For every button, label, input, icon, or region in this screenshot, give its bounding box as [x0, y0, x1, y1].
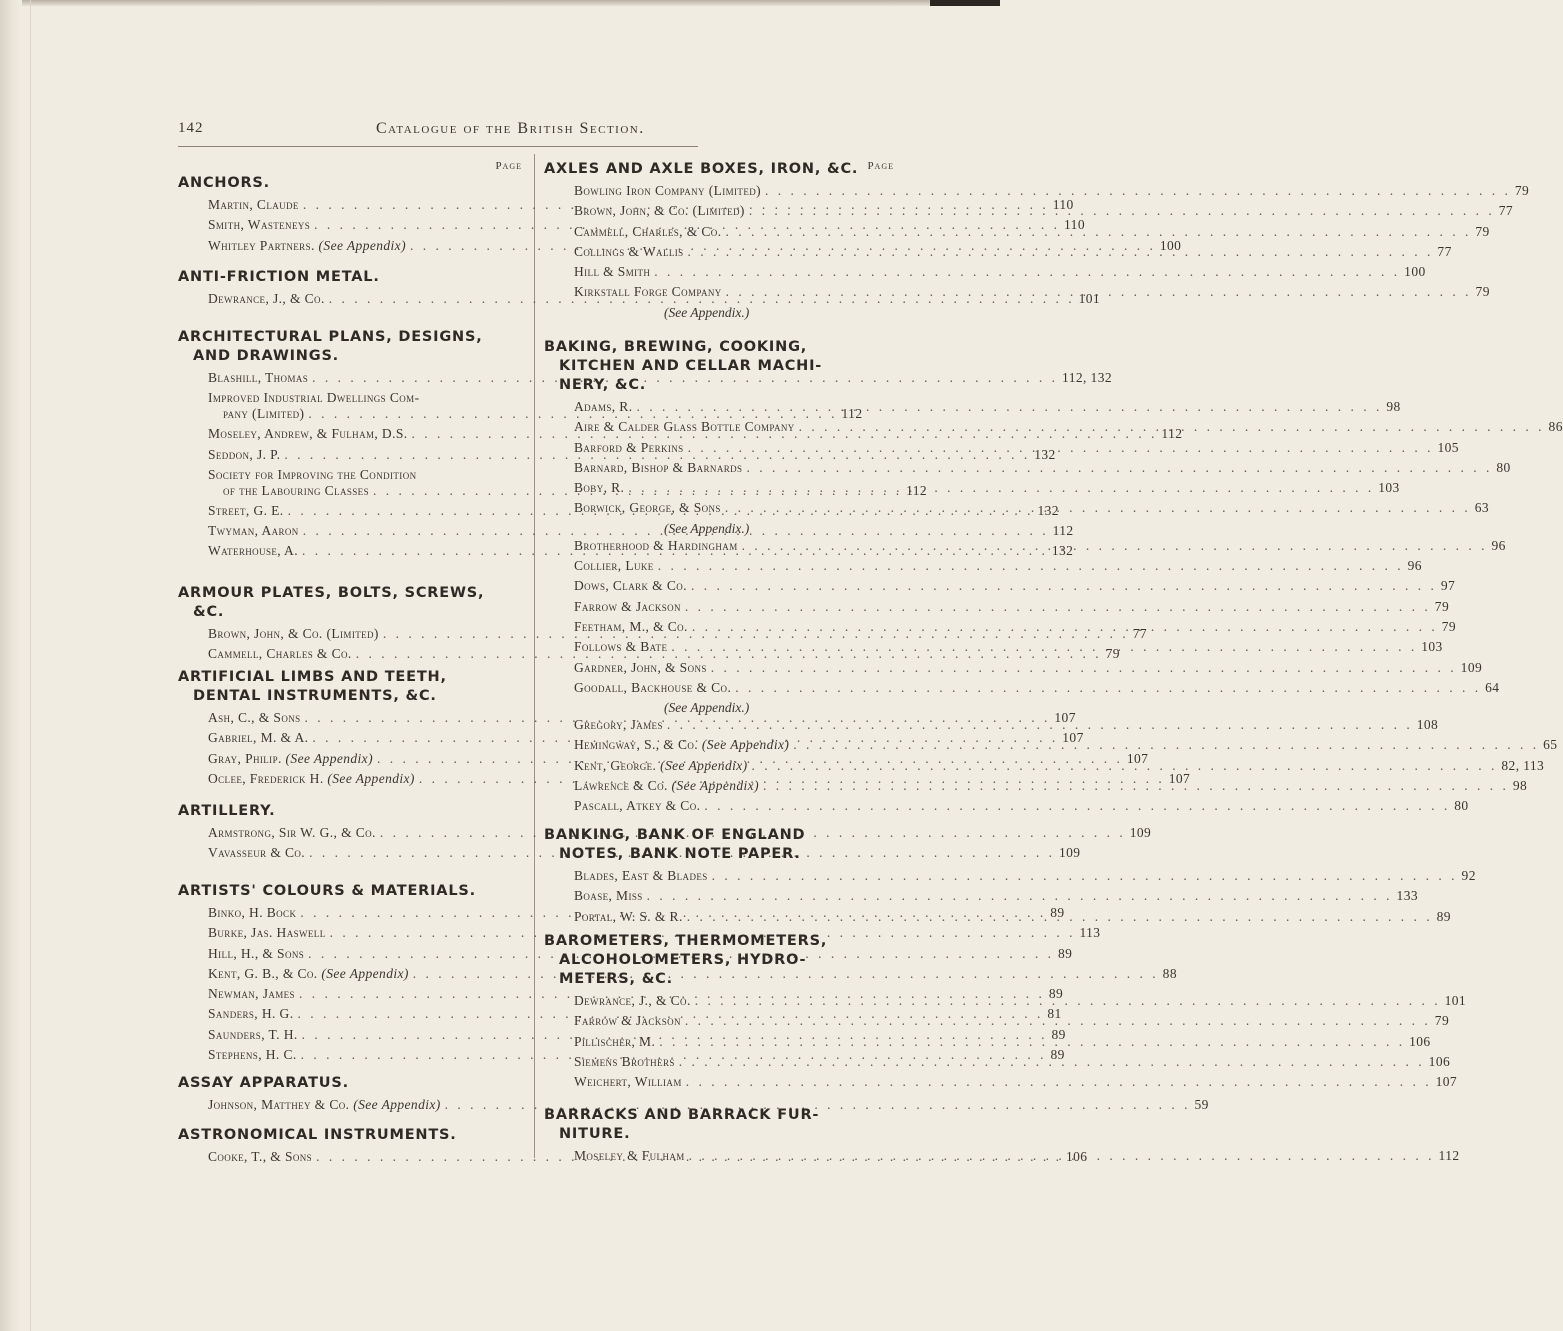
- entry-name: Johnson, Matthey & Co. (See Appendix): [208, 1097, 441, 1112]
- dot-leader: [742, 460, 1496, 476]
- dot-leader: [685, 1148, 1439, 1164]
- entry-page: 92: [1461, 868, 1476, 883]
- entry-page: 63: [1474, 500, 1490, 516]
- entry-name: Collings & Wallis: [574, 243, 684, 259]
- dot-leader: [738, 538, 1492, 554]
- entry-name: Goodall, Backhouse & Co.: [574, 679, 732, 695]
- header-rule: [178, 146, 698, 147]
- section-heading-line: &C.: [193, 604, 225, 620]
- entry-page: 80: [1454, 798, 1469, 814]
- entry-name: Weichert, William: [574, 1074, 682, 1090]
- section-heading-line: AXLES AND AXLE BOXES, IRON, &C.: [544, 161, 859, 177]
- entry-name-part: pany (Limited): [223, 406, 305, 422]
- see-appendix-note: (See Appendix): [318, 237, 406, 253]
- section-heading: [178, 802, 524, 821]
- entry-page: 88: [1162, 965, 1177, 981]
- binding-edge: [0, 0, 22, 1331]
- section-heading: [178, 1074, 524, 1093]
- dot-leader: [667, 639, 1421, 655]
- dot-leader: [708, 868, 1462, 884]
- entry-name: Cammell, Charles, & Co.: [574, 223, 722, 239]
- see-appendix-note: (See Appendix.): [664, 700, 750, 716]
- entry-page: 107: [1054, 710, 1076, 725]
- entry-name: Burke, Jas. Haswell: [208, 925, 326, 941]
- section-heading-line: DENTAL INSTRUMENTS, &C.: [193, 688, 437, 704]
- entry-name: Aire & Calder Glass Bottle Company: [574, 419, 795, 435]
- index-entry: [544, 1074, 1458, 1094]
- dot-leader: [789, 737, 1543, 753]
- entry-page: 100: [1404, 264, 1426, 280]
- entry-name: Borwick, George, & Sons: [574, 500, 721, 516]
- entry-page: 96: [1491, 537, 1506, 553]
- section-heading-line: ASSAY APPARATUS.: [178, 1075, 349, 1091]
- entry-page: 65: [1543, 737, 1558, 753]
- index-entry: [544, 659, 1483, 680]
- entry-name: Waterhouse, A.: [208, 543, 298, 559]
- section-heading-line: NERY, &C.: [559, 377, 647, 393]
- dot-leader: [687, 578, 1441, 594]
- entry-name: Kent, George. (See Appendix): [574, 757, 748, 773]
- entry-page: 98: [1512, 778, 1528, 794]
- section-heading-line: ALCOHOLOMETERS, HYDRO-: [559, 952, 807, 968]
- entry-name: Seddon, J. P.: [208, 446, 281, 462]
- dot-leader: [731, 680, 1485, 696]
- dot-leader: [683, 909, 1437, 925]
- entry-name: Ash, C., & Sons: [208, 710, 301, 725]
- entry-name: Hemingway, S., & Co. (See Appendix): [574, 737, 790, 753]
- section-heading-line: ARCHITECTURAL PLANS, DESIGNS,: [178, 329, 483, 345]
- entry-page: 79: [1514, 183, 1530, 198]
- entry-name: Pascall, Atkey & Co.: [574, 798, 701, 814]
- entry-name: Gregory, James: [574, 717, 663, 733]
- entry-page: 77: [1132, 626, 1147, 641]
- entry-name: Collier, Luke: [574, 558, 654, 574]
- section-heading-line: ARTILLERY.: [178, 803, 276, 819]
- page-number: 142: [178, 120, 204, 136]
- entry-page: 86: [1548, 419, 1563, 435]
- see-appendix-note: (See Appendix): [701, 737, 790, 753]
- entry-page: 89: [1048, 986, 1064, 1002]
- entry-name: Follows & Bate: [574, 639, 668, 655]
- dot-leader: [682, 1074, 1436, 1090]
- entry-page: 81: [1047, 1006, 1062, 1022]
- section-heading-line: ARTIFICIAL LIMBS AND TEETH,: [178, 669, 447, 685]
- entry-name: Improved Industrial Dwellings Com-: [208, 390, 420, 406]
- entry-page: 112: [1161, 426, 1183, 442]
- entry-name: Farrow & Jackson: [574, 598, 681, 614]
- dot-leader: [681, 599, 1435, 615]
- entry-name: Whitley Partners. (See Appendix): [208, 237, 406, 253]
- entry-name: Dewrance, J., & Co.: [208, 291, 325, 306]
- see-appendix-note: (See Appendix): [353, 1097, 441, 1112]
- entry-page: 106: [1409, 1033, 1431, 1049]
- entry-page: 110: [1052, 197, 1074, 212]
- entry-page: 101: [1444, 993, 1467, 1008]
- entry-name: Newman, James: [208, 986, 295, 1002]
- entry-page: 89: [1050, 905, 1065, 920]
- entry-name: Boby, R.: [574, 480, 625, 496]
- entry-name: Brown, John, & Co. (Limited): [574, 203, 745, 219]
- index-entry: [544, 868, 1476, 888]
- entry-page: 107: [1435, 1074, 1458, 1090]
- section-heading-line: ARMOUR PLATES, BOLTS, SCREWS,: [178, 585, 485, 601]
- see-appendix-note: (See Appendix): [321, 965, 409, 981]
- entry-page: 110: [1064, 217, 1085, 233]
- entry-name: Dewrance, J., & Co.: [574, 993, 691, 1008]
- entry-page: 101: [1078, 291, 1101, 306]
- section-heading: [178, 268, 524, 287]
- entry-name: Pillischer, M.: [574, 1033, 656, 1049]
- section-heading: [178, 174, 524, 193]
- entry-page: 77: [1498, 203, 1513, 219]
- section-heading-line: KITCHEN AND CELLAR MACHI-: [559, 358, 823, 374]
- page-column-label: Page: [867, 160, 894, 172]
- entry-page: 106: [1428, 1053, 1451, 1069]
- entry-name: Farrow & Jackson: [574, 1013, 681, 1029]
- entry-page: 133: [1396, 888, 1418, 904]
- page-corner-shadow: [930, 0, 1000, 6]
- dot-leader: [655, 1034, 1409, 1050]
- entry-name: Blades, East & Blades: [574, 868, 708, 883]
- see-appendix-note: (See Appendix): [285, 750, 373, 766]
- section-heading-line: NITURE.: [559, 1126, 631, 1142]
- entry-name: Twyman, Aaron: [208, 523, 299, 539]
- entry-name: Adams, R.: [574, 399, 633, 414]
- page-column-label: Page: [495, 160, 522, 172]
- section-heading: [544, 338, 894, 395]
- dot-leader: [707, 660, 1461, 676]
- entry-name: Kent, G. B., & Co. (See Appendix): [208, 965, 409, 981]
- page-top-edge: [0, 0, 1000, 6]
- dot-leader: [688, 619, 1442, 635]
- entry-page: 79: [1434, 598, 1450, 614]
- index-entry: [544, 598, 1450, 619]
- index-entry: [544, 578, 1456, 598]
- index-entry: [544, 908, 1451, 929]
- entry-page: 77: [1437, 243, 1452, 259]
- section-heading-line: AND DRAWINGS.: [193, 348, 339, 364]
- dot-leader: [675, 1054, 1429, 1070]
- entry-page: 109: [1460, 659, 1483, 675]
- section-heading: [178, 584, 524, 622]
- dot-leader: [654, 558, 1408, 574]
- entry-name: Boase, Miss: [574, 888, 643, 904]
- entry-name: Binko, H. Bock: [208, 905, 297, 920]
- entry-name: Barnard, Bishop & Barnards: [574, 459, 743, 475]
- dot-leader: [650, 264, 1404, 280]
- dot-leader: [684, 244, 1438, 260]
- dot-leader: [748, 758, 1502, 774]
- entry-page: 98: [1386, 399, 1401, 414]
- section-heading-line: ARTISTS' COLOURS & MATERIALS.: [178, 883, 476, 899]
- entry-name: Moseley & Fulham: [574, 1148, 685, 1163]
- section-heading-line: BANKING, BANK OF ENGLAND: [544, 827, 806, 843]
- entry-page: 112, 132: [1062, 370, 1112, 385]
- entry-page: 97: [1440, 578, 1456, 594]
- entry-name: Martin, Claude: [208, 197, 299, 212]
- entry-page: 132: [1034, 446, 1056, 462]
- entry-name: Brown, John, & Co. (Limited): [208, 626, 379, 641]
- section-heading: [178, 668, 524, 706]
- entry-name: Cooke, T., & Sons: [208, 1149, 313, 1164]
- entry-page: 109: [1129, 825, 1152, 840]
- entry-page: 112: [906, 482, 928, 498]
- entry-page: 79: [1441, 618, 1457, 634]
- section-heading: [544, 160, 894, 179]
- index-entry: [544, 798, 1469, 818]
- entry-name: Cammell, Charles & Co.: [208, 646, 352, 662]
- section-heading-line: ANTI-FRICTION METAL.: [178, 269, 380, 285]
- entry-page: 109: [1058, 845, 1081, 861]
- entry-page: 108: [1416, 717, 1439, 733]
- section-heading: [544, 1106, 894, 1144]
- dot-leader: [684, 440, 1438, 456]
- entry-page: 89: [1436, 908, 1451, 924]
- entry-name: Barford & Perkins: [574, 439, 684, 455]
- entry-name: Kirkstall Forge Company: [574, 284, 722, 300]
- index-entry: [544, 264, 1426, 284]
- see-appendix-note: (See Appendix): [671, 778, 759, 794]
- section-heading: [178, 328, 524, 366]
- entry-name: Society for Improving the Condition: [208, 466, 417, 482]
- dot-leader: [722, 284, 1476, 300]
- entry-page: 79: [1434, 1013, 1450, 1029]
- entry-page: 112: [1052, 523, 1074, 539]
- entry-name: Gardner, John, & Sons: [574, 659, 707, 675]
- entry-name: Hill & Smith: [574, 264, 651, 280]
- entry-name-part: of the Labouring Classes: [223, 482, 369, 498]
- entry-name: Portal, W. S. & R.: [574, 908, 683, 924]
- see-appendix-note: (See Appendix): [660, 757, 748, 773]
- entry-name: Moseley, Andrew, & Fulham, D.S.: [208, 426, 408, 442]
- entry-page: 132: [1051, 543, 1074, 559]
- entry-name: Smith, Wasteneys: [208, 217, 311, 233]
- section-heading-line: BAROMETERS, THERMOMETERS,: [544, 933, 828, 949]
- entry-page: 59: [1194, 1097, 1209, 1112]
- index-entry: [544, 459, 1511, 480]
- entry-name: Vavasseur & Co.: [208, 845, 306, 861]
- section-heading-line: BAKING, BREWING, COOKING,: [544, 339, 808, 355]
- entry-name: Feetham, M., & Co.: [574, 618, 688, 634]
- entry-name: Hill, H., & Sons: [208, 945, 305, 961]
- section-heading-line: NOTES, BANK NOTE PAPER.: [559, 846, 801, 862]
- section-heading: [544, 826, 894, 864]
- section-heading-line: ASTRONOMICAL INSTRUMENTS.: [178, 1127, 457, 1143]
- dot-leader: [633, 399, 1387, 415]
- entry-page: 96: [1407, 558, 1422, 574]
- entry-page: 105: [1437, 439, 1459, 455]
- section-heading-line: ANCHORS.: [178, 175, 270, 191]
- dot-leader: [700, 798, 1454, 814]
- entry-page: 107: [1062, 730, 1084, 746]
- entry-name: Siemens Brothers: [574, 1053, 675, 1069]
- entry-page: 79: [1475, 223, 1490, 239]
- entry-page: 132: [1037, 502, 1059, 518]
- entry-name: Gabriel, M. & A.: [208, 730, 309, 746]
- entry-page: 107: [1168, 770, 1191, 786]
- entry-page: 89: [1051, 1026, 1066, 1042]
- index-entry: [544, 558, 1422, 578]
- section-heading-line: BARRACKS AND BARRACK FUR-: [544, 1107, 820, 1123]
- dot-leader: [761, 183, 1515, 199]
- entry-page: 82, 113: [1501, 757, 1545, 773]
- see-appendix-note: (See Appendix.): [664, 304, 750, 320]
- section-heading: [544, 932, 894, 989]
- section-heading-line: METERS, &C.: [559, 971, 673, 987]
- dot-leader: [643, 888, 1397, 904]
- entry-list: [544, 868, 1476, 929]
- entry-name: Oclee, Frederick H. (See Appendix): [208, 770, 415, 786]
- dot-leader: [624, 480, 1378, 496]
- entry-name: Sanders, H. G.: [208, 1006, 294, 1022]
- index-entry: [544, 399, 1401, 419]
- page-header: [178, 120, 698, 142]
- dot-leader: [663, 717, 1417, 733]
- entry-name: Blashill, Thomas: [208, 370, 309, 385]
- entry-page: 100: [1159, 237, 1182, 253]
- entry-page: 106: [1065, 1149, 1088, 1164]
- dot-leader: [759, 778, 1513, 794]
- section-heading: [178, 1126, 524, 1145]
- entry-page: 103: [1421, 639, 1443, 655]
- dot-leader: [745, 203, 1499, 219]
- dot-leader: [721, 500, 1475, 516]
- see-appendix-note: (See Appendix): [327, 770, 415, 786]
- running-title: Catalogue of the British Section.: [376, 120, 645, 137]
- entry-name: Brotherhood & Hardingham: [574, 537, 738, 553]
- index-entry: [544, 183, 1530, 203]
- entry-name: Armstrong, Sir W. G., & Co.: [208, 825, 376, 840]
- entry-page: 113: [1079, 925, 1101, 941]
- entry-page: 112: [1438, 1148, 1460, 1163]
- dot-leader: [681, 1013, 1435, 1029]
- entry-name: Bowling Iron Company (Limited): [574, 183, 762, 198]
- entry-page: 89: [1058, 945, 1073, 961]
- entry-name: Lawrence & Co. (See Appendix): [574, 778, 759, 794]
- dot-leader: [795, 419, 1549, 435]
- entry-name: Street, G. E.: [208, 502, 284, 518]
- entry-name: Saunders, T. H.: [208, 1026, 298, 1042]
- entry-page: 103: [1378, 480, 1400, 496]
- entry-page: 107: [1126, 750, 1149, 766]
- index-entry: [544, 679, 1500, 700]
- entry-page: 79: [1475, 284, 1490, 300]
- dot-leader: [721, 224, 1475, 240]
- entry-page: 112: [841, 406, 863, 422]
- entry-page: 80: [1496, 459, 1511, 475]
- index-entry: [544, 888, 1418, 908]
- entry-name: Gray, Philip. (See Appendix): [208, 750, 373, 766]
- entry-page: 79: [1105, 646, 1120, 662]
- entry-name: Dows, Clark & Co.: [574, 578, 687, 594]
- entry-page: 64: [1485, 679, 1500, 695]
- see-appendix-note: (See Appendix.): [664, 520, 750, 536]
- entry-name: Stephens, H. C.: [208, 1047, 297, 1063]
- binding-line: [30, 0, 31, 1331]
- section-heading: [178, 882, 524, 901]
- dot-leader: [691, 993, 1445, 1009]
- entry-page: 89: [1050, 1047, 1065, 1063]
